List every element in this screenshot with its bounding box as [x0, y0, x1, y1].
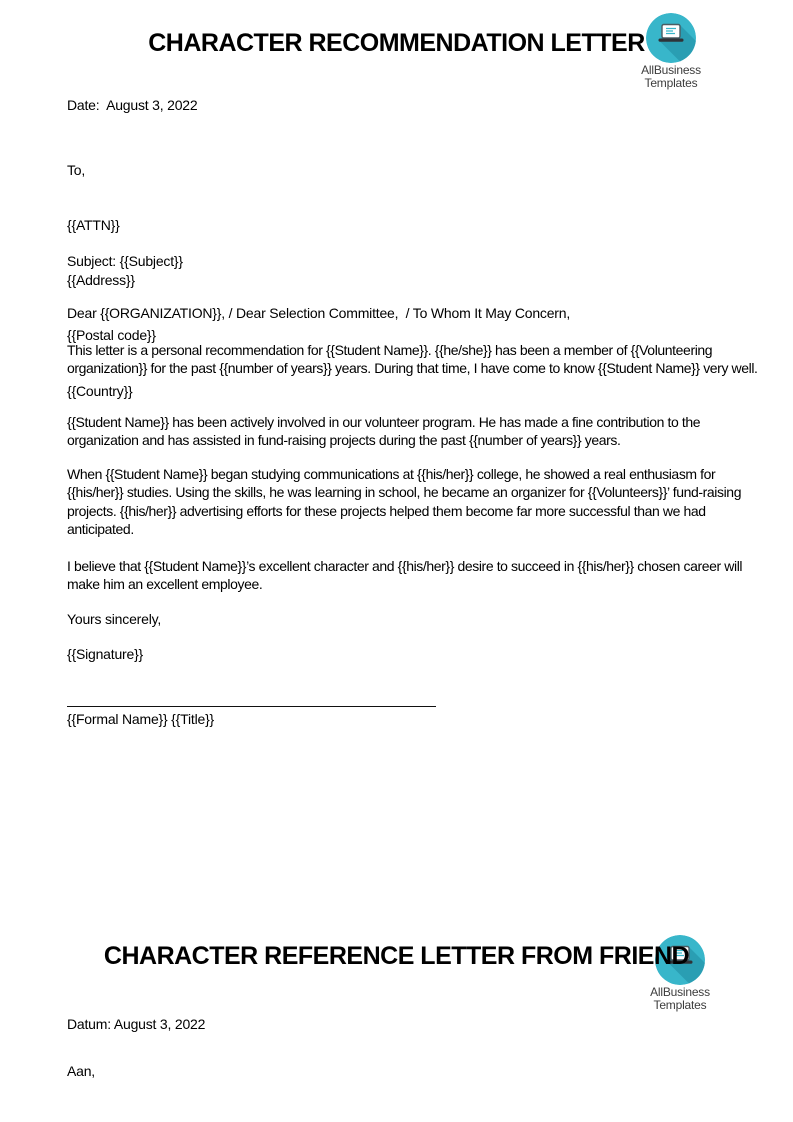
recipient-line-address: {{Address}} — [67, 272, 135, 289]
letter1-signature-placeholder: {{Signature}} — [67, 646, 144, 662]
letter1-closing: Yours sincerely, — [67, 611, 162, 627]
signature-line — [67, 706, 436, 707]
letter1-date: Date: August 3, 2022 — [67, 97, 198, 113]
logo-text — [641, 64, 701, 89]
letter1-paragraph-1: This letter is a personal recommendation for {{Student Name}}. {{he/she}} has been a member of {{Volunteering organization}} for the past {{number of years}} years. During that time, I have come to know {{Student Name}} very well. — [67, 342, 758, 377]
logo-text — [650, 986, 710, 1011]
letter1-recipient-block — [67, 124, 156, 437]
letter1-paragraph-2: {{Student Name}} has been actively involved in our volunteer program. He has made a fine contribution to the organization and has assisted in fund-raising projects during the past {{number of years}} years. — [67, 414, 704, 449]
recipient-line-country: {{Country}} — [67, 382, 133, 399]
letter2-date: Datum: August 3, 2022 — [67, 1016, 206, 1032]
logo-text-line1: AllBusiness — [641, 63, 701, 77]
letter1-signer: {{Formal Name}} {{Title}} — [67, 711, 215, 727]
letter1-title: CHARACTER RECOMMENDATION LETTER — [148, 29, 645, 57]
letter2-title: CHARACTER REFERENCE LETTER FROM FRIEND — [103, 942, 690, 970]
logo-text-line2: Templates — [653, 997, 707, 1012]
logo-text-line2: Templates — [644, 75, 698, 90]
letter1-salutation: Dear {{ORGANIZATION}}, / Dear Selection Committee, / To Whom It May Concern, — [67, 305, 571, 321]
letter1-paragraph-4: I believe that {{Student Name}}’s excellent character and {{his/her}} desire to succeed in {{his/her}} chosen career will make him an excellent employee. — [67, 558, 746, 593]
letter1-paragraph-3: When {{Student Name}} began studying communications at {{his/her}} college, he showed a real enthusiasm for {{his/her}} studies. Using the skills, he was learning in school, he became an organizer for {{Volunteers}}’ fund-raising projects. {{his/her}} advertising efforts for these projects helped them become far more successful than we had anticipated. — [67, 466, 745, 538]
recipient-line-postal-code: {{Postal code}} — [67, 327, 156, 344]
letter1-subject: Subject: {{Subject}} — [67, 253, 183, 269]
letter2-salutation: Aan, — [67, 1063, 95, 1079]
logo-text-line1: AllBusiness — [650, 985, 710, 999]
recipient-line-attn: {{ATTN}} — [67, 217, 120, 234]
recipient-line-to: To, — [67, 161, 86, 178]
